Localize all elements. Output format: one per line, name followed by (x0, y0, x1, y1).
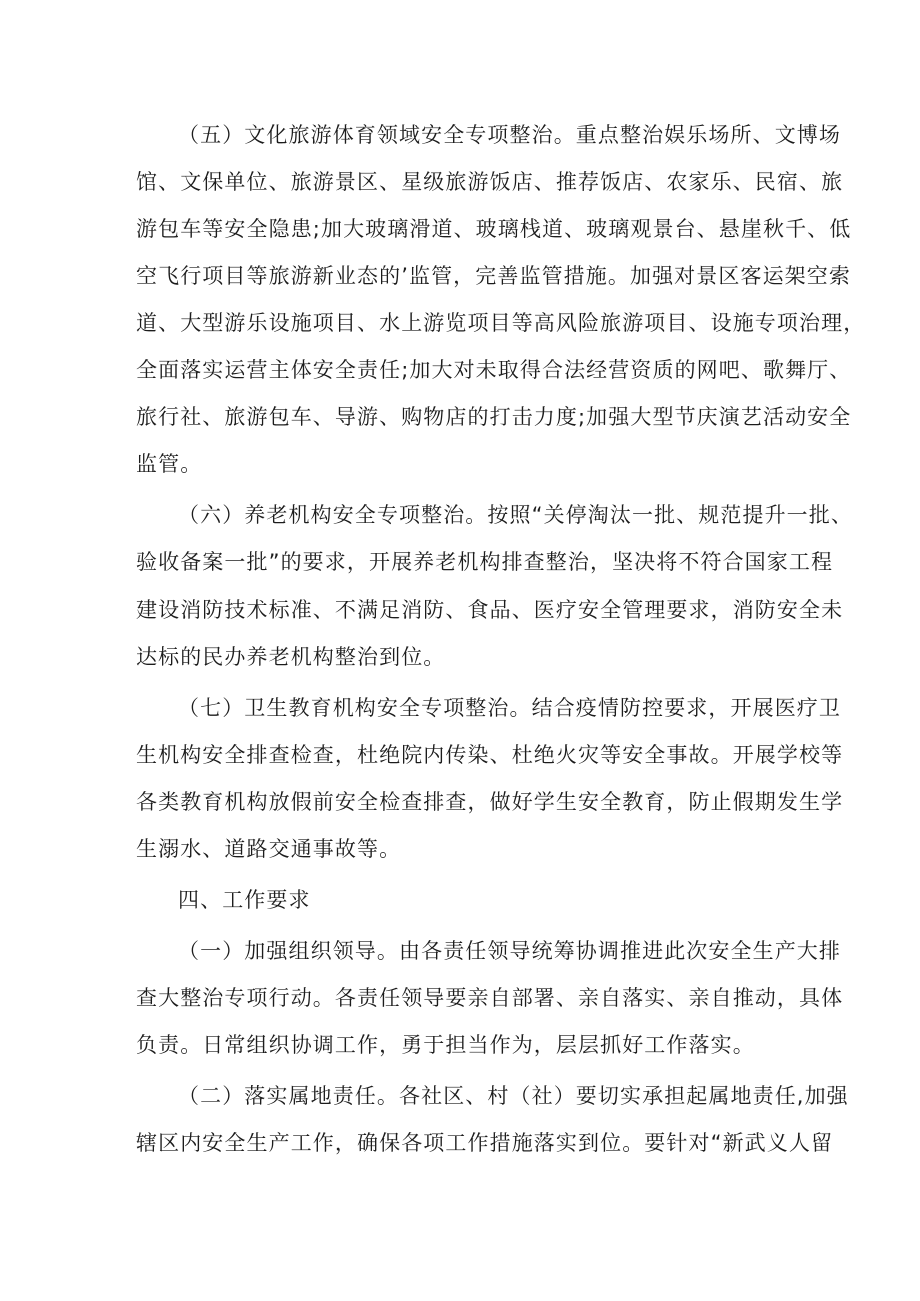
paragraph-5-line-2: 馆、文保单位、旅游景区、星级旅游饭店、推荐饭店、农家乐、民宿、旅 (136, 170, 844, 194)
paragraph-5-line-5: 道、大型游乐设施项目、水上游览项目等高风险旅游项目、设施专项治理， (136, 311, 866, 335)
paragraph-7-line-1: （七）卫生教育机构安全专项整治。结合疫情防控要求，开展医疗卫 (178, 696, 841, 720)
paragraph-6-line-3: 建设消防技术标准、不满足消防、食品、医疗安全管理要求，消防安全未 (136, 598, 844, 622)
paragraph-5-line-3: 游包车等安全隐患;加大玻璃滑道、玻璃栈道、玻璃观景台、悬崖秋千、低 (136, 217, 852, 241)
paragraph-6-line-2: 验收备案一批”的要求，开展养老机构排查整治，坚决将不符合国家工程 (136, 550, 834, 574)
paragraph-5-line-4: 空飞行项目等旅游新业态的’监管，完善监管措施。加强对景区客运架空索 (136, 264, 851, 288)
requirement-1-line-3: 负责。日常组织协调工作，勇于担当作为，层层抓好工作落实。 (136, 1033, 755, 1057)
paragraph-6-line-4: 达标的民办养老机构整治到位。 (136, 645, 446, 669)
requirement-2-line-1: （二）落实属地责任。各社区、村（社）要切实承担起属地责任,加强 (178, 1084, 849, 1108)
section-heading-work-requirements: 四、工作要求 (178, 888, 311, 912)
paragraph-5-line-1: （五）文化旅游体育领域安全专项整治。重点整治娱乐场所、文博场 (178, 123, 841, 147)
paragraph-5-line-6: 全面落实运营主体安全责任;加大对未取得合法经营资质的网吧、歌舞厅、 (136, 358, 852, 382)
paragraph-7-line-2: 生机构安全排查检查，杜绝院内传染、杜绝火灾等安全事故。开展学校等 (136, 743, 844, 767)
paragraph-6-line-1: （六）养老机构安全专项整治。按照“关停淘汰一批、规范提升一批、 (178, 503, 853, 527)
paragraph-7-line-3: 各类教育机构放假前安全检查排查，做好学生安全教育，防止假期发生学 (136, 790, 844, 814)
requirement-1-line-2: 查大整治专项行动。各责任领导要亲自部署、亲自落实、亲自推动，具体 (136, 986, 844, 1010)
requirement-1-line-1: （一）加强组织领导。由各责任领导统筹协调推进此次安全生产大排 (178, 939, 841, 963)
paragraph-7-line-4: 生溺水、道路交通事故等。 (136, 837, 402, 861)
paragraph-5-line-8: 监管。 (136, 452, 203, 476)
requirement-2-line-2: 辖区内安全生产工作，确保各项工作措施落实到位。要针对“新武义人留 (136, 1131, 834, 1155)
paragraph-5-line-7: 旅行社、旅游包车、导游、购物店的打击力度;加强大型节庆演艺活动安全 (136, 405, 852, 429)
